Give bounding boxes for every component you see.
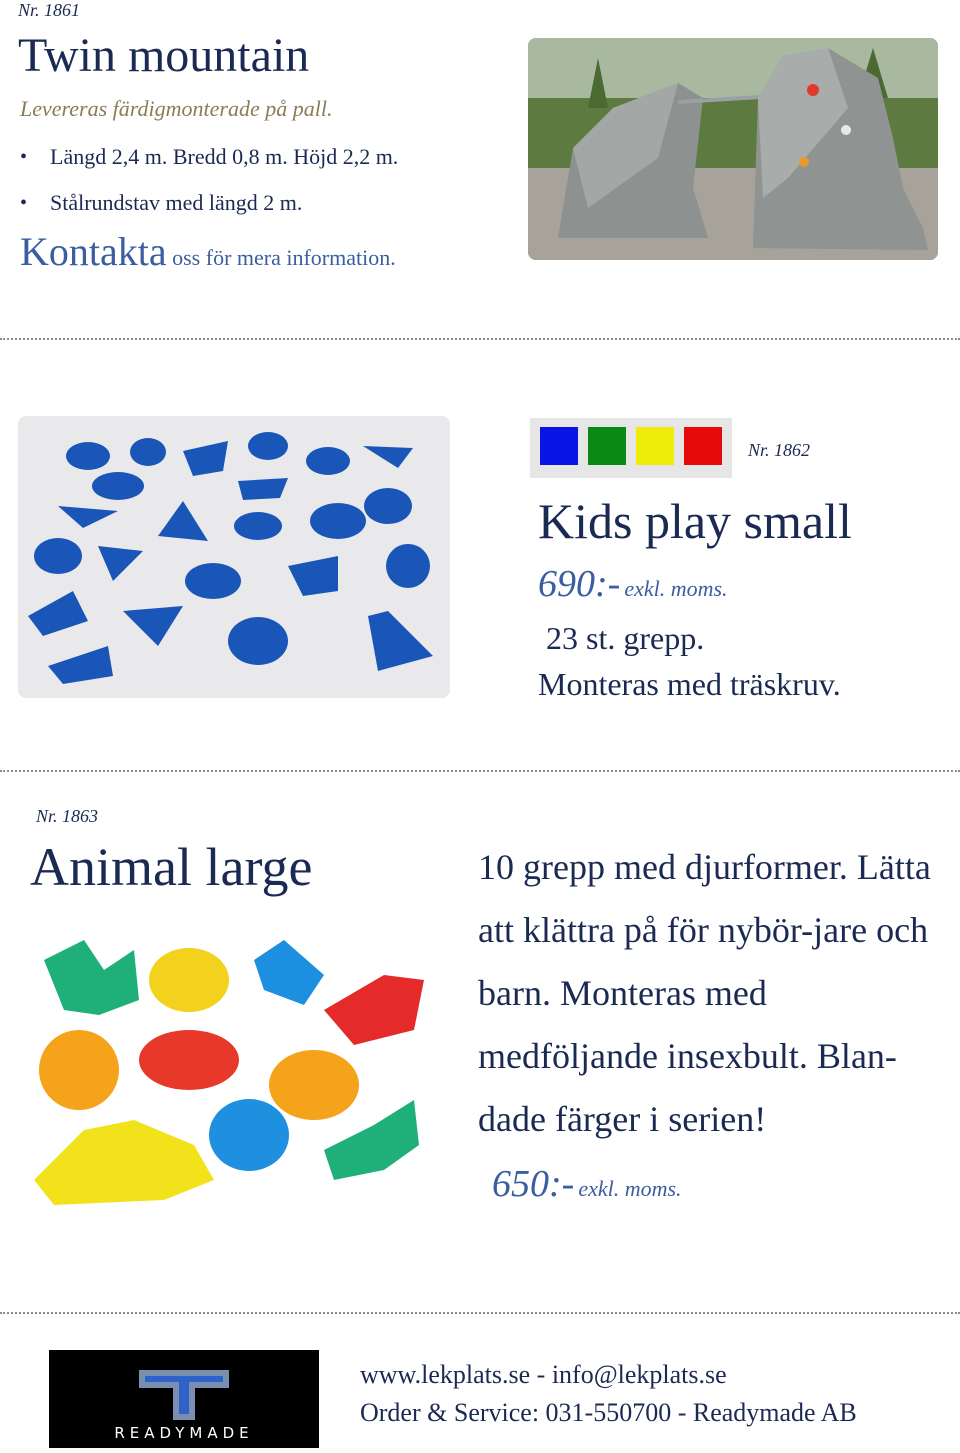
- product-title-twin-mountain: Twin mountain: [18, 29, 310, 82]
- readymade-logo: [49, 1350, 319, 1448]
- contact-info-text: oss för mera information.: [166, 245, 396, 270]
- price-note: exkl. moms.: [624, 576, 728, 601]
- product-title-animal-large: Animal large: [30, 837, 313, 897]
- product-title-kids-play-small: Kids play small: [538, 493, 852, 549]
- section-divider: [0, 338, 960, 340]
- contact-line: [20, 228, 396, 275]
- swatch-red: [684, 427, 722, 465]
- spec-list: [20, 142, 398, 234]
- twin-mountain-photo: [528, 38, 938, 260]
- color-swatches: [530, 418, 732, 478]
- swatch-blue: [540, 427, 578, 465]
- spec-rod: • Stålrundstav med längd 2 m.: [20, 188, 398, 234]
- footer-order-service: Order & Service: 031-550700 - Readymade AB: [360, 1398, 857, 1427]
- price-line-1862: [538, 562, 728, 606]
- section-divider: [0, 770, 960, 772]
- price-note: exkl. moms.: [578, 1176, 682, 1201]
- price-value: 650:-: [492, 1163, 575, 1205]
- swatch-green: [588, 427, 626, 465]
- contact-word: Kontakta: [20, 229, 167, 274]
- product-number-1861: Nr. 1861: [18, 0, 81, 20]
- blue-climbing-holds-photo: [18, 416, 450, 698]
- swatch-yellow: [636, 427, 674, 465]
- footer-divider: [0, 1312, 960, 1314]
- product-description-1863: 10 grepp med djurformer. Lätta att klättra på för nybör-jare och barn. Monteras med medföljande insexbult. Blan-dade färger i serien!: [478, 847, 931, 1139]
- spec-dimensions: • Längd 2,4 m. Bredd 0,8 m. Höjd 2,2 m.: [20, 142, 398, 188]
- mounting-info: Monteras med träskruv.: [538, 666, 841, 702]
- delivery-note: Levereras färdigmonterade på pall.: [20, 96, 333, 121]
- footer-web-email: www.lekplats.se - info@lekplats.se: [360, 1360, 727, 1389]
- product-number-1862: Nr. 1862: [748, 440, 811, 460]
- price-line-1863: [492, 1162, 682, 1206]
- holds-count: 23 st. grepp.: [546, 620, 705, 656]
- price-value: 690:-: [538, 563, 621, 605]
- product-number-1863: Nr. 1863: [36, 806, 99, 826]
- logo-wordmark: READYMADE: [114, 1424, 254, 1442]
- animal-holds-photo: [24, 920, 440, 1230]
